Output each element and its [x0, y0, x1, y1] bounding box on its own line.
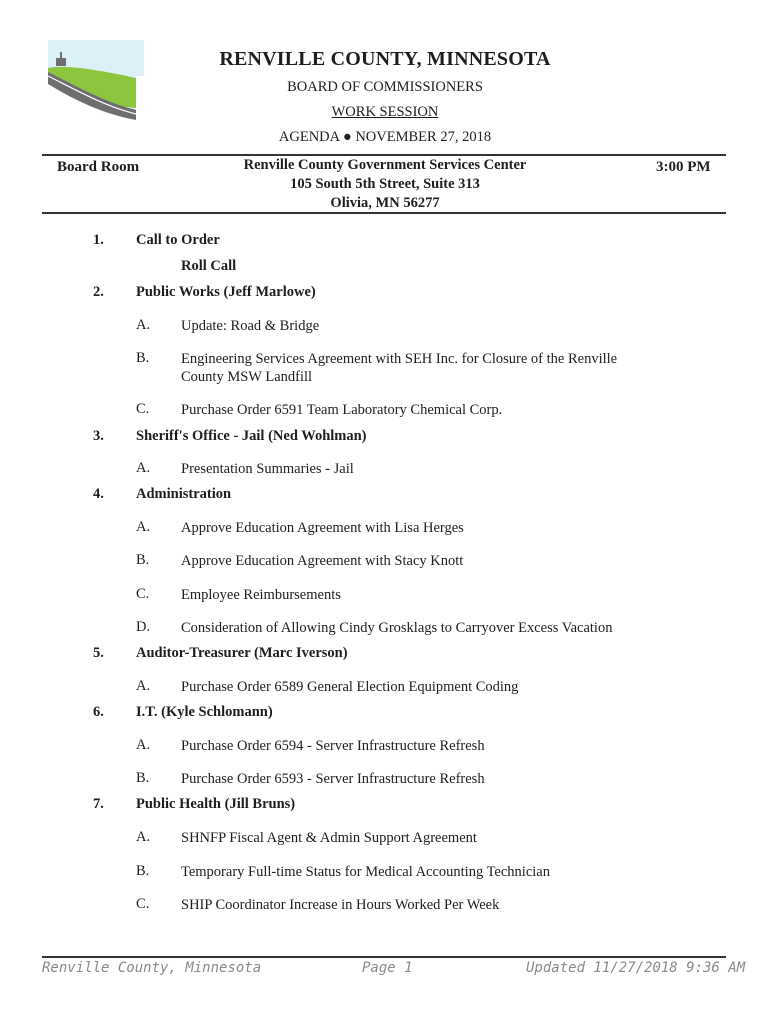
item-letter: D.: [136, 619, 151, 635]
agenda-item: Purchase Order 6589 General Election Equipment Coding: [181, 679, 519, 695]
agenda-number: 5.: [93, 645, 104, 661]
session-type: WORK SESSION: [331, 104, 439, 120]
agenda-item: Purchase Order 6594 - Server Infrastructure Refresh: [181, 738, 485, 754]
footer-divider: [42, 956, 726, 958]
agenda-subheading: Roll Call: [181, 258, 237, 274]
agenda-item: Approve Education Agreement with Stacy Knott: [181, 553, 464, 569]
agenda-heading: Public Health (Jill Bruns): [136, 796, 296, 812]
location-line: Renville County Government Services Center: [243, 157, 527, 173]
agenda-number: 6.: [93, 704, 104, 720]
location-line: 105 South 5th Street, Suite 313: [290, 176, 480, 192]
agenda-item: SHNFP Fiscal Agent & Admin Support Agreement: [181, 830, 477, 846]
agenda-item: Engineering Services Agreement with SEH Inc. for Closure of the Renville County MSW Landfill: [181, 351, 618, 385]
item-letter: B.: [136, 552, 150, 568]
agenda-number: 3.: [93, 428, 104, 444]
item-letter: C.: [136, 586, 150, 602]
agenda-item: Purchase Order 6593 - Server Infrastructure Refresh: [181, 771, 485, 787]
meeting-location: [200, 156, 570, 213]
agenda-number: 4.: [93, 486, 104, 502]
county-logo: [48, 28, 144, 124]
item-letter: B.: [136, 770, 150, 786]
agenda-item: SHIP Coordinator Increase in Hours Worked Per Week: [181, 897, 500, 913]
footer-page-number: Page 1: [362, 960, 413, 976]
item-letter: A.: [136, 829, 151, 845]
agenda-heading: I.T. (Kyle Schlomann): [136, 704, 273, 720]
page-title: RENVILLE COUNTY, MINNESOTA: [219, 48, 551, 70]
board-name: BOARD OF COMMISSIONERS: [287, 79, 483, 95]
agenda-item: Temporary Full-time Status for Medical Accounting Technician: [181, 864, 550, 880]
item-letter: C.: [136, 401, 150, 417]
agenda-item: Presentation Summaries - Jail: [181, 461, 354, 477]
location-line: Olivia, MN 56277: [330, 195, 440, 211]
agenda-number: 2.: [93, 284, 104, 300]
location-divider: [42, 212, 726, 214]
footer-updated: Updated 11/27/2018 9:36 AM: [526, 960, 746, 976]
item-letter: C.: [136, 896, 150, 912]
meeting-time: 3:00 PM: [656, 159, 711, 175]
agenda-heading: Administration: [136, 486, 232, 502]
agenda-heading: Call to Order: [136, 232, 220, 248]
item-letter: B.: [136, 350, 150, 366]
agenda-date: AGENDA ● NOVEMBER 27, 2018: [278, 129, 492, 145]
agenda-number: 1.: [93, 232, 104, 248]
agenda-heading: Public Works (Jeff Marlowe): [136, 284, 316, 300]
agenda-item: Approve Education Agreement with Lisa Herges: [181, 520, 464, 536]
agenda-item: Employee Reimbursements: [181, 587, 341, 603]
agenda-number: 7.: [93, 796, 104, 812]
item-letter: A.: [136, 317, 151, 333]
item-letter: A.: [136, 460, 151, 476]
agenda-item: Update: Road & Bridge: [181, 318, 320, 334]
agenda-item: Consideration of Allowing Cindy Grosklags to Carryover Excess Vacation: [181, 620, 613, 636]
item-letter: B.: [136, 863, 150, 879]
agenda-heading: Sheriff's Office - Jail (Ned Wohlman): [136, 428, 367, 444]
item-letter: A.: [136, 678, 151, 694]
meeting-room: Board Room: [57, 159, 140, 175]
item-letter: A.: [136, 519, 151, 535]
footer-county: Renville County, Minnesota: [42, 960, 262, 976]
agenda-item: Purchase Order 6591 Team Laboratory Chemical Corp.: [181, 402, 503, 418]
agenda-heading: Auditor-Treasurer (Marc Iverson): [136, 645, 348, 661]
item-letter: A.: [136, 737, 151, 753]
